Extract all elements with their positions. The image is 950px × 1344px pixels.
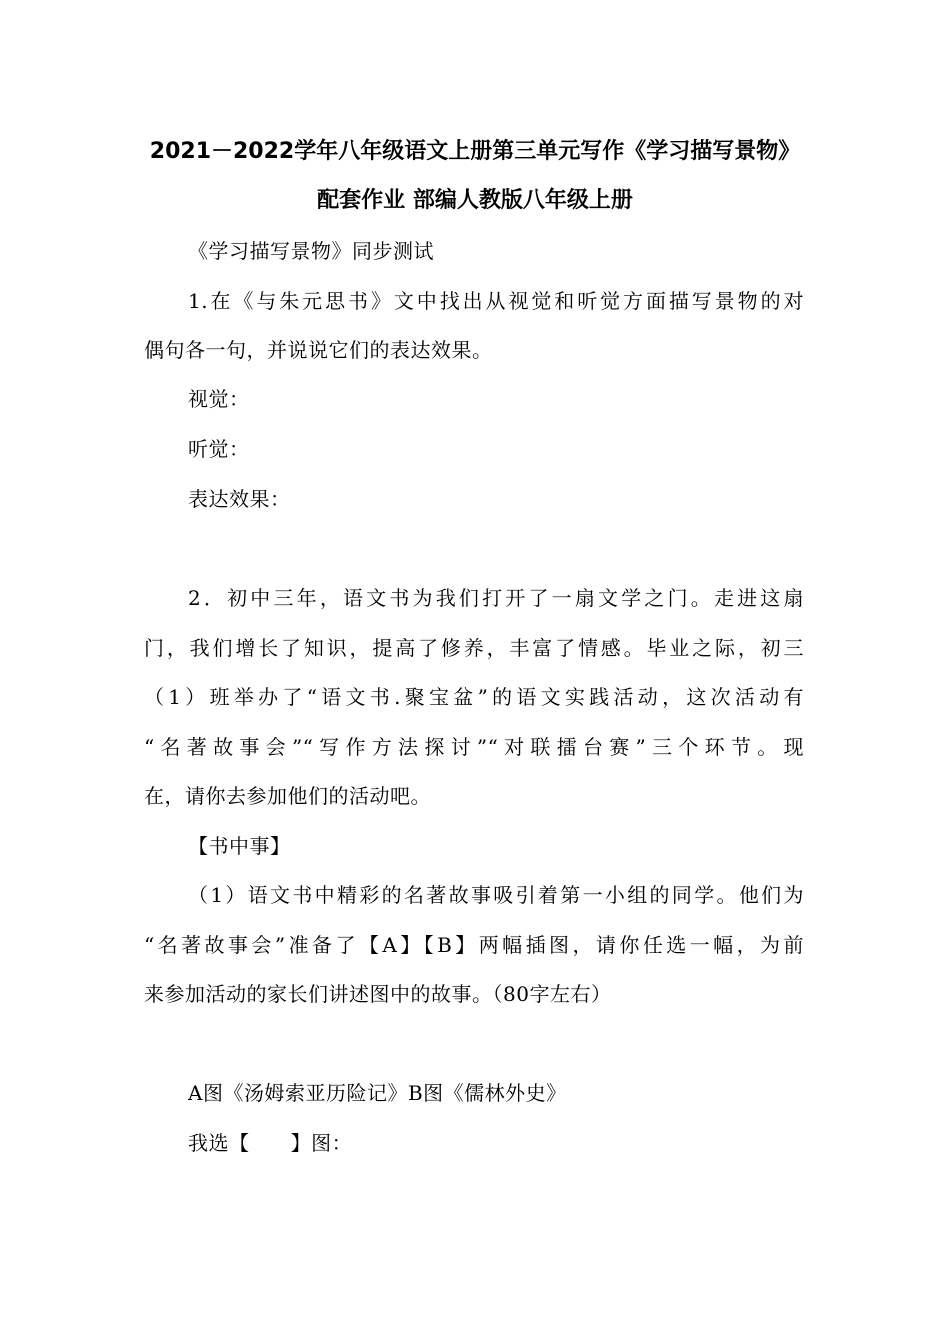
question-1-line-1: 1.在《与朱元思书》文中找出从视觉和听觉方面描写景物的对: [188, 289, 804, 313]
question-2-line-3: （1）班举办了“语文书.聚宝盆”的语文实践活动，这次活动有: [144, 685, 804, 709]
figures-caption: A图《汤姆索亚历险记》B图《儒林外史》: [188, 1081, 567, 1105]
visual-answer-label: 视觉：: [188, 387, 250, 411]
subquestion-1-line-2: “名著故事会”准备了【A】【B】两幅插图，请你任选一幅，为前: [144, 933, 804, 957]
choice-prompt: 我选【 】图：: [188, 1131, 353, 1155]
test-subtitle: 《学习描写景物》同步测试: [188, 239, 434, 263]
question-1-line-2: 偶句各一句，并说说它们的表达效果。: [144, 338, 493, 362]
question-2-line-5: 在，请你去参加他们的活动吧。: [144, 784, 431, 808]
subquestion-1-line-3: 来参加活动的家长们讲述图中的故事。（80字左右）: [144, 982, 612, 1006]
section-heading: 【书中事】: [188, 834, 291, 858]
effect-answer-label: 表达效果：: [188, 487, 291, 511]
question-2-line-4: “名著故事会”“写作方法探讨”“对联擂台赛”三个环节。现: [144, 735, 804, 759]
question-2-line-2: 门，我们增长了知识，提高了修养，丰富了情感。毕业之际，初三: [144, 636, 804, 660]
hearing-answer-label: 听觉：: [188, 437, 250, 461]
document-title-line-2: 配套作业 部编人教版八年级上册: [317, 188, 633, 213]
document-title-line-1: 2021－2022学年八年级语文上册第三单元写作《学习描写景物》: [149, 139, 801, 164]
subquestion-1-line-1: （1）语文书中精彩的名著故事吸引着第一小组的同学。他们为: [188, 883, 804, 907]
question-2-line-1: 2．初中三年，语文书为我们打开了一扇文学之门。走进这扇: [188, 586, 804, 610]
